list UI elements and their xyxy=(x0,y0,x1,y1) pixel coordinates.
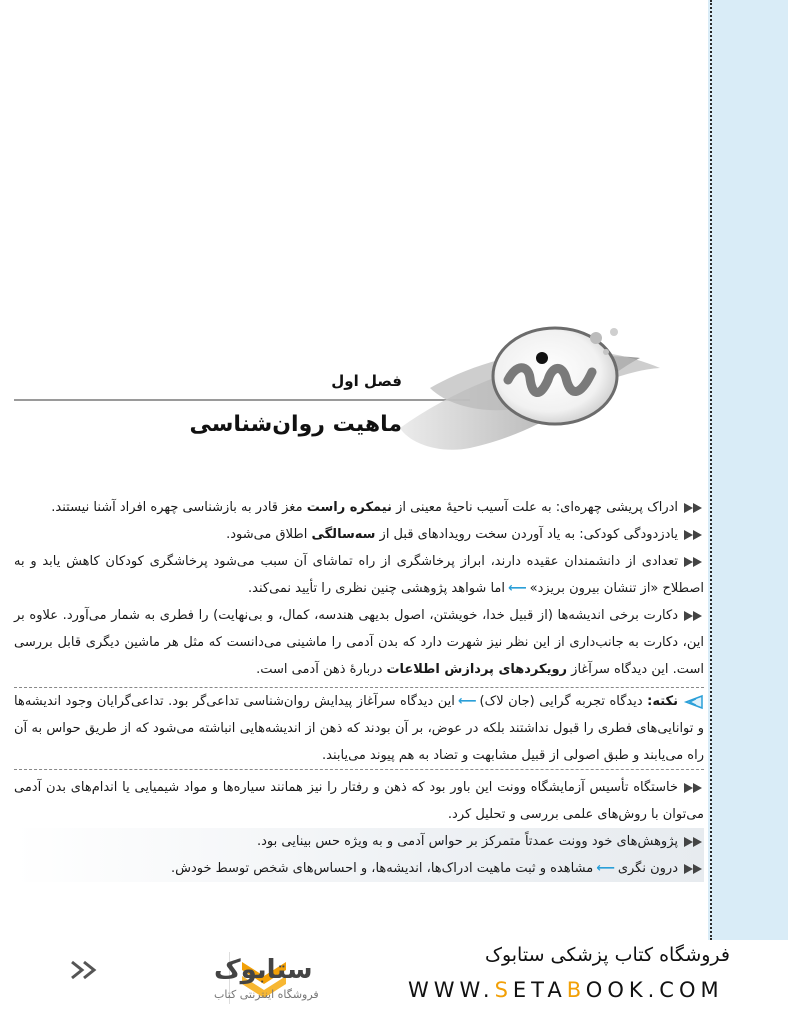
paragraph-text: پژوهش‌های خود وونت عمدتاً متمرکز بر حواس آدمی و به ویژه حس بینایی بود. xyxy=(256,834,678,849)
list-item xyxy=(14,602,704,683)
url-part: ETA xyxy=(512,978,567,1002)
paragraph-text: مشاهده و ثبت ماهیت ادراک‌ها، اندیشه‌ها، و احساس‌های شخص توسط خودش. xyxy=(170,861,594,876)
list-item xyxy=(14,774,704,828)
content-body xyxy=(14,494,704,882)
list-item xyxy=(14,828,704,855)
double-arrow-bullet-icon xyxy=(682,782,704,794)
paragraph-text: این دیدگاه سرآغاز پیدایش روان‌شناسی تداعی‌گر بود. تداعی‌گرایان وجود اندیشه‌ها و توانایی‌های فطری را قبول نداشتند بلکه در عوض، بر آن بودند که ذهن از اندیشه‌هایی انباشته می‌شود که از طریق حواس به آن راه می‌یابند و طبق اصولی از قبیل مشابهت و تضاد به هم پیوند می‌یابند. xyxy=(14,694,704,763)
paragraph-text: دربارهٔ ذهن آدمی است. xyxy=(256,662,387,677)
arrow-icon: ⟵ xyxy=(596,861,615,876)
double-arrow-bullet-icon xyxy=(682,529,704,541)
paragraph-text: مغز قادر به بازشناسی چهره افراد آشنا نیستند. xyxy=(51,500,307,515)
svg-text:فروشگاه اینترنتی کتاب: فروشگاه اینترنتی کتاب xyxy=(214,988,319,1001)
chapter-header-graphic xyxy=(0,318,708,478)
paragraph-text: دکارت برخی اندیشه‌ها (از قبیل خدا، خویشتن، اصول بدیهی هندسه، کمال، و بی‌نهایت) را فطری به شمار می‌آورد. علاوه بر این، دکارت به جانب‌داری از این نظر نیز شهرت دارد که بدن آدمی را ماشینی می‌دانست که مثل هر ماشین دیگری قابل بررسی است. این دیدگاه سرآغاز xyxy=(14,608,704,677)
list-item xyxy=(14,548,704,602)
double-arrow-bullet-icon xyxy=(682,836,704,848)
list-item xyxy=(14,494,704,521)
url-highlight: B xyxy=(566,978,586,1002)
double-arrow-bullet-icon xyxy=(682,502,704,514)
paragraph-text: تعدادی از دانشمندان عقیده دارند، ابراز پرخاشگری از راه تماشای آن سبب می‌شود پرخاشگری کودکان کاهش یابد و به اصطلاح «از تنشان بیرون بریزد» xyxy=(14,554,704,596)
arrow-icon: ⟵ xyxy=(457,694,477,709)
note-pointer-icon xyxy=(682,694,704,710)
list-item xyxy=(14,521,704,548)
url-highlight: S xyxy=(494,978,513,1002)
side-strip xyxy=(708,0,788,1012)
emphasis-text: سه‌سالگی xyxy=(311,527,376,542)
chapter-title: ماهیت روان‌شناسی xyxy=(189,412,402,437)
note-label: نکته: xyxy=(647,694,678,709)
chapter-label: فصل اول xyxy=(331,372,402,390)
paragraph-text: یادزدودگی کودکی: به یاد آوردن سخت رویدادهای قبل از xyxy=(375,527,678,542)
url-part: WWW. xyxy=(408,978,495,1002)
paragraph-text: اما شواهد پژوهشی چنین نظری را تأیید نمی‌کند. xyxy=(248,581,505,596)
shaded-section xyxy=(14,828,704,882)
paragraph-text: ادراک پریشی چهره‌ای: به علت آسیب ناحیهٔ معینی از xyxy=(391,500,678,515)
note-paragraph xyxy=(14,688,704,769)
bookstore-logo-wordmark xyxy=(64,948,319,1004)
double-arrow-bullet-icon xyxy=(682,610,704,622)
paragraph-text: درون نگری xyxy=(617,861,678,876)
website-url[interactable] xyxy=(408,978,748,1002)
paragraph-text: اطلاق می‌شود. xyxy=(226,527,312,542)
paragraph-text: خاستگاه تأسیس آزمایشگاه وونت این باور بود که ذهن و رفتار را نیز همانند سیاره‌ها و مواد شیمیایی یا اندام‌های بدن آدمی می‌توان با روش‌های علمی بررسی و تحلیل کرد. xyxy=(14,780,704,822)
svg-text:ستابوک: ستابوک xyxy=(214,955,313,985)
double-arrow-bullet-icon xyxy=(682,556,704,568)
side-dotted-line xyxy=(710,0,712,940)
note-box xyxy=(14,687,704,770)
shop-name: فروشگاه کتاب پزشکی ستابوک xyxy=(484,944,730,966)
url-part: OOK.COM xyxy=(585,978,724,1002)
double-arrow-bullet-icon xyxy=(682,863,704,875)
emphasis-text: رویکردهای پردازش اطلاعات xyxy=(386,662,568,677)
arrow-icon: ⟵ xyxy=(508,581,527,596)
emphasis-text: نیمکره راست xyxy=(306,500,392,515)
paragraph-text: دیدگاه تجربه گرایی (جان لاک) xyxy=(479,694,648,709)
list-item xyxy=(14,855,704,882)
